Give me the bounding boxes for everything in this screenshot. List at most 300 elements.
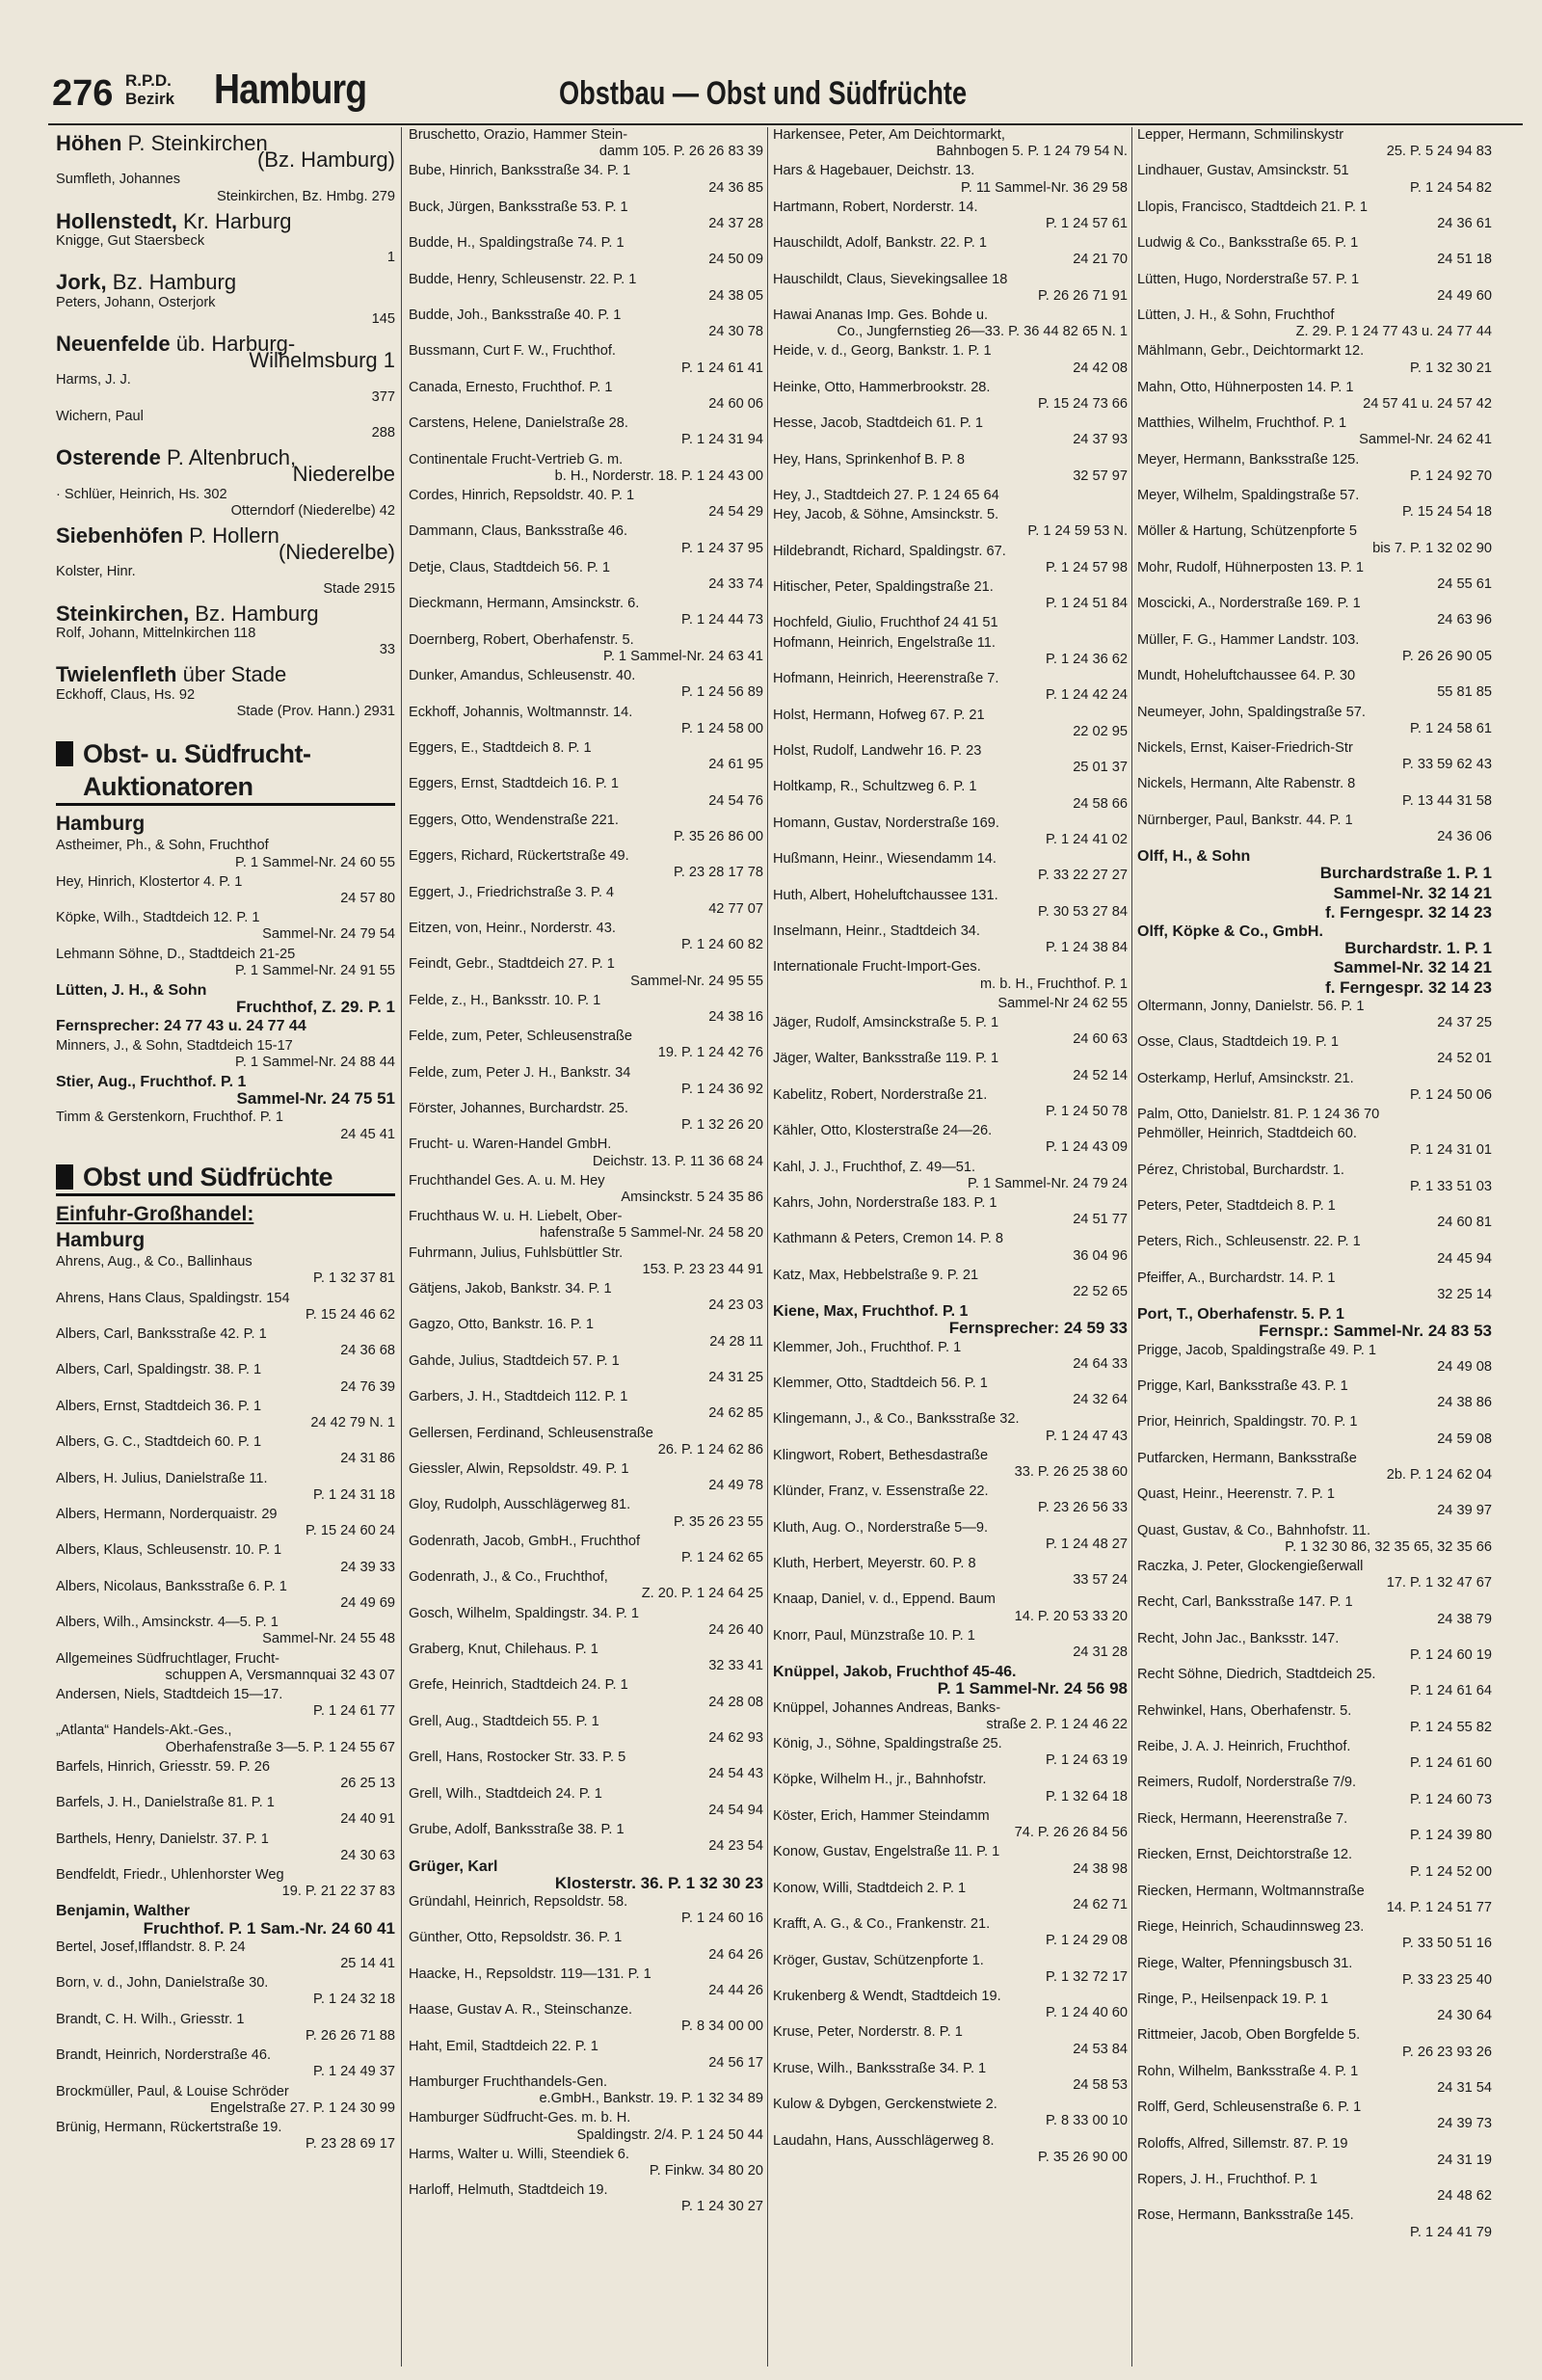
entry-detail: P. 1 24 36 92	[681, 1081, 763, 1097]
directory-entry	[409, 452, 763, 485]
entry-name: Eggert, J., Friedrichstraße 3. P. 4	[409, 884, 615, 900]
entry-name: Krukenberg & Wendt, Stadtdeich 19.	[773, 1988, 1001, 2004]
entry-name: Meyer, Wilhelm, Spaldingstraße 57.	[1137, 488, 1360, 504]
directory-entry	[773, 1376, 1128, 1408]
entry-name: Grell, Hans, Rostocker Str. 33. P. 5	[409, 1750, 626, 1766]
entry-name: König, J., Söhne, Spaldingstraße 25.	[773, 1736, 1002, 1752]
entry-name: Dammann, Claus, Banksstraße 46.	[409, 523, 628, 540]
directory-entry	[409, 1281, 763, 1314]
directory-entry	[773, 163, 1128, 196]
directory-entry	[409, 2074, 763, 2107]
place-postal: üb. Harburg-	[170, 332, 296, 357]
directory-entry	[56, 1074, 395, 1107]
entry-detail: P. 1 Sammel-Nr. 24 63 41	[602, 648, 763, 664]
entry-detail: P. 23 28 17 78	[673, 865, 763, 881]
directory-entry	[409, 560, 763, 593]
directory-entry	[773, 671, 1128, 704]
directory-entry	[1137, 705, 1492, 737]
entry-name: Fruchthandel Ges. A. u. M. Hey	[409, 1172, 605, 1189]
entry-name: Bruschetto, Orazio, Hammer Stein-	[409, 127, 628, 143]
entry-name: Grell, Aug., Stadtdeich 55. P. 1	[409, 1713, 599, 1729]
entry-name: Albers, Carl, Spaldingstr. 38. P. 1	[56, 1362, 262, 1378]
page-number: 276	[52, 73, 114, 114]
directory-entry	[409, 1353, 763, 1386]
entry-detail: P. 1 32 30 21	[1410, 360, 1492, 376]
entry-name: Hey, Hans, Sprinkenhof B. P. 8	[773, 451, 966, 468]
entry-detail: P. 1 24 40 60	[1046, 2005, 1128, 2021]
entry-detail: 24 63 96	[1437, 612, 1492, 628]
entry-detail: 32 25 14	[1437, 1287, 1492, 1302]
directory-entry	[1137, 127, 1492, 160]
entry-detail: P. 1 24 60 82	[681, 937, 763, 953]
entry-name: Harms, Walter u. Willi, Steendiek 6.	[409, 2146, 629, 2162]
entry-name: Olff, H., & Sohn	[1137, 848, 1251, 866]
directory-entry	[56, 2084, 395, 2117]
entry-name: Katz, Max, Hebbelstraße 9. P. 21	[773, 1267, 979, 1283]
place-name: Höhen	[56, 131, 122, 155]
entry-name: Timm & Gerstenkorn, Fruchthof. P. 1	[56, 1110, 284, 1126]
entry-detail: 24 28 11	[709, 1333, 763, 1350]
place-name: Osterende	[56, 445, 161, 470]
entry-detail: 377	[371, 388, 395, 405]
directory-entry	[1137, 1992, 1492, 2024]
directory-entry	[56, 1867, 395, 1900]
directory-entry	[409, 1317, 763, 1350]
entry-detail: P. 1 32 26 20	[681, 1117, 763, 1134]
heading-line-1: Obst und Südfrüchte	[83, 1162, 332, 1191]
directory-entry	[56, 2012, 395, 2045]
directory-entry	[1137, 560, 1492, 593]
place-name: Siebenhöfen	[56, 523, 184, 548]
entry-name: Inselmann, Heinr., Stadtdeich 34.	[773, 923, 980, 939]
entry-detail: 24 33 74	[708, 576, 763, 593]
entry-detail: Co., Jungfernstieg 26—33. P. 36 44 82 65 N. 1	[837, 324, 1128, 340]
entry-detail: 24 32 64	[1073, 1392, 1128, 1408]
directory-entry	[1137, 813, 1492, 845]
entry-detail: schuppen A, Versmannquai 32 43 07	[165, 1667, 395, 1683]
directory-entry	[1137, 1198, 1492, 1231]
directory-entry	[1137, 1126, 1492, 1159]
entry-name: Hildebrandt, Richard, Spaldingstr. 67.	[773, 543, 1006, 559]
directory-entry	[773, 1340, 1128, 1373]
entry-name: Pérez, Christobal, Burchardstr. 1.	[1137, 1162, 1344, 1178]
directory-entry	[409, 1786, 763, 1819]
entry-detail: P. 1 24 60 19	[1410, 1647, 1492, 1664]
entry-detail: P. 1 24 50 78	[1046, 1103, 1128, 1119]
directory-entry	[773, 1484, 1128, 1516]
auktionatoren-city: Hamburg	[56, 813, 146, 836]
directory-entry	[773, 127, 1128, 160]
directory-entry	[409, 1894, 763, 1927]
entry-name: Budde, H., Spaldingstraße 74. P. 1	[409, 235, 625, 252]
directory-entry	[773, 380, 1128, 413]
entry-name: Eggers, E., Stadtdeich 8. P. 1	[409, 739, 592, 756]
entry-name: Heide, v. d., Georg, Bankstr. 1. P. 1	[773, 343, 992, 360]
directory-entry	[409, 2182, 763, 2215]
directory-entry	[1137, 343, 1492, 376]
entry-name: Rieck, Hermann, Heerenstraße 7.	[1137, 1810, 1348, 1827]
entry-name: Nickels, Hermann, Alte Rabenstr. 8	[1137, 776, 1356, 792]
entry-name: Knüppel, Johannes Andreas, Banks-	[773, 1699, 1001, 1716]
entry-name: Andersen, Niels, Stadtdeich 15—17.	[56, 1687, 283, 1703]
entry-name: Cordes, Hinrich, Repsoldstr. 40. P. 1	[409, 488, 635, 504]
place-name: Steinkirchen,	[56, 601, 190, 626]
entry-detail: P. 1 24 63 19	[1046, 1752, 1128, 1769]
entry-name: Mählmann, Gebr., Deichtormarkt 12.	[1137, 343, 1365, 360]
entry-detail: 32 33 41	[708, 1658, 763, 1674]
entry-detail: Steinkirchen, Bz. Hmbg. 279	[217, 188, 395, 204]
entry-detail: P. 35 26 90 00	[1037, 2149, 1128, 2165]
place-postal: P. Hollern	[183, 523, 279, 548]
entry-name: Gründahl, Heinrich, Repsoldstr. 58.	[409, 1893, 628, 1910]
entry-detail: P. 1 32 64 18	[1046, 1788, 1128, 1805]
entry-name: Konow, Willi, Stadtdeich 2. P. 1	[773, 1880, 967, 1896]
entry-name: Recht, John Jac., Banksstr. 147.	[1137, 1630, 1340, 1646]
directory-entry	[1137, 740, 1492, 773]
section-marker	[56, 1164, 73, 1190]
entry-name: Hußmann, Heinr., Wiesendamm 14.	[773, 851, 997, 868]
heading-line-1: Obst- u. Südfrucht-	[83, 739, 311, 769]
entry-name: Nickels, Ernst, Kaiser-Friedrich-Str	[1137, 739, 1353, 756]
place-heading	[56, 445, 395, 487]
directory-entry	[409, 668, 763, 701]
entry-name: Förster, Johannes, Burchardstr. 25.	[409, 1100, 628, 1116]
entry-name: Brünig, Hermann, Rückertstraße 19.	[56, 2119, 282, 2135]
directory-entry	[409, 1714, 763, 1747]
entry-detail: P. 1 24 92 70	[1410, 468, 1492, 484]
entry-name: Budde, Joh., Banksstraße 40. P. 1	[409, 308, 622, 324]
directory-entry	[409, 343, 763, 376]
entry-name: Hofmann, Heinrich, Heerenstraße 7.	[773, 671, 999, 687]
place-heading	[56, 523, 395, 565]
directory-entry	[773, 1953, 1128, 1986]
directory-entry	[1137, 632, 1492, 665]
entry-name: Köster, Erich, Hammer Steindamm	[773, 1807, 990, 1824]
place-heading	[56, 131, 395, 173]
directory-entry	[773, 1123, 1128, 1156]
entry-detail: 26. P. 1 24 62 86	[657, 1441, 763, 1457]
directory-entry	[1137, 2099, 1492, 2132]
entry-name: Nürnberger, Paul, Bankstr. 44. P. 1	[1137, 812, 1353, 828]
entry-detail: Sammel-Nr 24 62 55	[997, 995, 1128, 1011]
directory-entry	[773, 1160, 1128, 1192]
column-divider	[767, 127, 768, 2367]
entry-name: Pfeiffer, A., Burchardstr. 14. P. 1	[1137, 1270, 1336, 1286]
directory-entry	[773, 579, 1128, 612]
entry-name: Bendfeldt, Friedr., Uhlenhorster Weg	[56, 1867, 284, 1884]
entry-name: Quast, Gustav, & Co., Bahnhofstr. 11.	[1137, 1522, 1370, 1538]
directory-entry	[1137, 2207, 1492, 2240]
entry-detail: 1	[386, 250, 395, 266]
entry-name: Garbers, J. H., Stadtdeich 112. P. 1	[409, 1389, 628, 1405]
directory-entry	[773, 488, 1128, 504]
entry-detail: P. 1 24 57 61	[1046, 216, 1128, 232]
entry-name: Knigge, Gut Staersbeck	[56, 233, 205, 250]
entry-detail: P. 33 23 25 40	[1401, 1971, 1492, 1988]
einfuhr-city: Hamburg	[56, 1228, 146, 1251]
directory-entry	[1137, 1667, 1492, 1699]
directory-entry	[773, 816, 1128, 848]
entry-detail: 24 52 01	[1437, 1051, 1492, 1067]
entry-name: Kiene, Max, Fruchthof. P. 1	[773, 1303, 969, 1321]
place-postal: P. Steinkirchen	[121, 131, 268, 155]
entry-name: Palm, Otto, Danielstr. 81. P. 1 24 36 70	[1137, 1106, 1380, 1122]
directory-entry	[773, 415, 1128, 448]
entry-detail: Sammel-Nr. 24 62 41	[1359, 432, 1492, 448]
entry-detail: 24 31 86	[340, 1451, 395, 1467]
entry-detail: 24 61 95	[708, 757, 763, 773]
entry-name: Albers, H. Julius, Danielstraße 11.	[56, 1470, 268, 1486]
column-1	[56, 127, 395, 2367]
entry-name: Peters, Johann, Osterjork	[56, 294, 216, 310]
directory-entry	[409, 2002, 763, 2035]
directory-entry	[1137, 1884, 1492, 1916]
directory-entry	[1137, 523, 1492, 556]
entry-name: Born, v. d., John, Danielstraße 30.	[56, 1975, 269, 1992]
column-3	[773, 127, 1128, 2367]
directory-entry	[409, 415, 763, 448]
directory-entry	[409, 200, 763, 232]
entry-detail: Sammel-Nr. 32 14 21	[1333, 883, 1492, 902]
bezirk-text: Bezirk	[125, 90, 175, 108]
directory-entry	[773, 1556, 1128, 1589]
entry-name: Reibe, J. A. J. Heinrich, Fruchthof.	[1137, 1739, 1351, 1755]
directory-entry	[409, 993, 763, 1026]
entry-name: Rolf, Johann, Mittelnkirchen 118	[56, 626, 256, 642]
directory-entry	[56, 372, 395, 405]
place-name: Hollenstedt,	[56, 208, 177, 233]
entry-detail: 24 57 41 u. 24 57 42	[1363, 396, 1492, 413]
entry-detail: P. 1 24 62 65	[681, 1550, 763, 1566]
entry-name: Matthies, Wilhelm, Fruchthof. P. 1	[1137, 415, 1347, 432]
directory-entry	[1137, 1775, 1492, 1807]
directory-entry	[1137, 200, 1492, 232]
entry-detail: P. 1 24 29 08	[1046, 1933, 1128, 1949]
directory-entry	[56, 409, 395, 441]
directory-entry	[409, 1930, 763, 1963]
auktionatoren-list	[56, 838, 395, 1142]
entry-detail: 24 39 73	[1437, 2116, 1492, 2132]
entry-detail: 24 54 94	[708, 1802, 763, 1818]
entry-detail: 24 26 40	[708, 1621, 763, 1638]
entry-detail: 19. P. 1 24 42 76	[657, 1045, 763, 1061]
entry-detail: 24 52 14	[1073, 1067, 1128, 1083]
entry-detail: P. 1 24 56 89	[681, 684, 763, 701]
directory-entry	[56, 687, 395, 720]
entry-name: Recht Söhne, Diedrich, Stadtdeich 25.	[1137, 1667, 1376, 1683]
entry-detail: Fernspr.: Sammel-Nr. 24 83 53	[1259, 1322, 1492, 1341]
directory-entry	[409, 1569, 763, 1602]
entry-detail: Otterndorf (Niederelbe) 42	[230, 502, 395, 519]
entry-detail: P. 1 24 32 18	[313, 1992, 395, 2008]
entry-name: Neumeyer, John, Spaldingstraße 57.	[1137, 704, 1366, 720]
entry-detail: 24 49 08	[1437, 1358, 1492, 1375]
directory-entry	[409, 1461, 763, 1494]
entry-name: Riecken, Ernst, Deichtorstraße 12.	[1137, 1847, 1353, 1863]
entry-detail: bis 7. P. 1 32 02 90	[1372, 540, 1492, 556]
directory-entry	[409, 1101, 763, 1134]
entry-name: Eitzen, von, Heinr., Norderstr. 43.	[409, 920, 616, 936]
entry-name: Hitischer, Peter, Spaldingstraße 21.	[773, 579, 994, 596]
directory-entry	[773, 1881, 1128, 1913]
entry-detail: P. 1 33 51 03	[1410, 1178, 1492, 1194]
entry-detail: Fruchthof. P. 1 Sam.-Nr. 24 60 41	[143, 1918, 395, 1938]
directory-entry	[1137, 452, 1492, 485]
entry-detail: P. 1 24 38 84	[1046, 940, 1128, 956]
place-line	[56, 270, 395, 295]
auktionatoren-heading	[56, 737, 395, 806]
entry-name: Eckhoff, Claus, Hs. 92	[56, 686, 196, 703]
directory-entry	[56, 910, 395, 943]
entry-name: Ringe, P., Heilsenpack 19. P. 1	[1137, 1991, 1329, 2007]
directory-entry	[1137, 1594, 1492, 1627]
entry-detail: 24 36 06	[1437, 828, 1492, 844]
directory-entry	[1137, 923, 1492, 956]
entry-name: Putfarcken, Hermann, Banksstraße	[1137, 1450, 1357, 1466]
directory-entry	[409, 1534, 763, 1566]
entry-name: Albers, Nicolaus, Banksstraße 6. P. 1	[56, 1578, 287, 1594]
entry-detail: 24 44 26	[708, 1982, 763, 1998]
entry-detail: P. 35 26 86 00	[673, 828, 763, 844]
entry-name: Gätjens, Jakob, Bankstr. 34. P. 1	[409, 1281, 612, 1297]
entry-name: Astheimer, Ph., & Sohn, Fruchthof	[56, 838, 269, 854]
entry-detail: 145	[371, 310, 395, 327]
directory-entry	[56, 1434, 395, 1467]
entry-name: Albers, Wilh., Amsinckstr. 4—5. P. 1	[56, 1615, 279, 1631]
entry-name: Continentale Frucht-Vertrieb G. m.	[409, 451, 624, 468]
entry-detail: P. 1 24 41 02	[1046, 831, 1128, 847]
entry-detail: Sammel-Nr. 24 75 51	[236, 1089, 395, 1109]
entry-detail: 24 60 81	[1437, 1215, 1492, 1231]
entry-name: Eggers, Otto, Wendenstraße 221.	[409, 812, 619, 828]
entry-name: Köpke, Wilhelm H., jr., Bahnhofstr.	[773, 1772, 987, 1788]
directory-entry	[56, 1832, 395, 1864]
entry-detail: 24 51 18	[1437, 252, 1492, 268]
directory-entry	[773, 1916, 1128, 1949]
entry-name: Harkensee, Peter, Am Deichtormarkt,	[773, 127, 1005, 143]
place-postal: über Stade	[176, 662, 287, 687]
directory-entry	[1137, 1739, 1492, 1772]
entry-detail: 24 54 29	[708, 504, 763, 521]
page-header	[48, 66, 1523, 125]
directory-entry	[56, 1507, 395, 1539]
entry-detail: 25. P. 5 24 94 83	[1386, 144, 1492, 160]
entry-name: Oltermann, Jonny, Danielstr. 56. P. 1	[1137, 998, 1365, 1014]
directory-entry	[1137, 1631, 1492, 1664]
directory-entry	[56, 1759, 395, 1792]
entry-name: Albers, Klaus, Schleusenstr. 10. P. 1	[56, 1542, 282, 1559]
entry-name: Kluth, Aug. O., Norderstraße 5—9.	[773, 1519, 989, 1536]
directory-entry	[409, 740, 763, 773]
entry-name: Lütten, J. H., & Sohn	[56, 981, 207, 999]
directory-entry	[773, 1844, 1128, 1877]
place-line	[56, 208, 395, 233]
directory-entry	[1137, 1163, 1492, 1195]
directory-entry	[773, 2133, 1128, 2166]
directory-entry	[409, 705, 763, 737]
city-title: Hamburg	[214, 66, 367, 113]
place-postal: Kr. Harburg	[176, 208, 292, 233]
entry-name: Graberg, Knut, Chilehaus. P. 1	[409, 1642, 598, 1658]
entry-detail: 288	[371, 425, 395, 441]
entry-name: Jäger, Walter, Banksstraße 119. P. 1	[773, 1051, 999, 1067]
entry-detail: 24 56 17	[708, 2054, 763, 2071]
entry-detail: 24 42 79 N. 1	[310, 1414, 395, 1431]
entry-name: Gellersen, Ferdinand, Schleusenstraße	[409, 1425, 653, 1441]
directory-entry	[1137, 415, 1492, 448]
entry-name: Peters, Rich., Schleusenstr. 22. P. 1	[1137, 1234, 1361, 1250]
directory-entry	[1137, 1703, 1492, 1736]
entry-name: Jäger, Rudolf, Amsinckstraße 5. P. 1	[773, 1014, 999, 1030]
place-heading	[56, 332, 395, 373]
entry-detail: 33	[379, 642, 395, 658]
entry-name: Harms, J. J.	[56, 372, 131, 388]
entry-detail: Oberhafenstraße 3—5. P. 1 24 55 67	[165, 1739, 395, 1755]
entry-name: Kathmann & Peters, Cremon 14. P. 8	[773, 1231, 1004, 1247]
entry-detail: 24 54 43	[708, 1766, 763, 1782]
entry-detail: 17. P. 1 32 47 67	[1386, 1575, 1492, 1591]
entry-detail: P. 23 28 69 17	[305, 2136, 395, 2153]
entry-name: Bube, Hinrich, Banksstraße 34. P. 1	[409, 163, 631, 179]
entry-name: Kabelitz, Robert, Norderstraße 21.	[773, 1086, 988, 1103]
entry-detail: P. 1 24 44 73	[681, 612, 763, 628]
directory-entry	[409, 1137, 763, 1169]
directory-entry	[1137, 848, 1492, 881]
entry-detail: P. 1 24 52 00	[1410, 1863, 1492, 1880]
entry-detail: 24 62 71	[1073, 1896, 1128, 1912]
place-name: Jork,	[56, 270, 107, 295]
place-heading	[56, 662, 395, 687]
directory-entry	[56, 1038, 395, 1071]
entry-detail: 42 77 07	[708, 900, 763, 917]
entry-detail: P. 13 44 31 58	[1401, 792, 1492, 809]
directory-entry	[409, 848, 763, 881]
entry-detail: 24 30 63	[340, 1847, 395, 1863]
directory-entry	[409, 1677, 763, 1710]
entry-detail: Z. 20. P. 1 24 64 25	[641, 1586, 763, 1602]
directory-entry	[773, 507, 1128, 540]
directory-entry	[56, 1542, 395, 1575]
entry-name: Detje, Claus, Stadtdeich 56. P. 1	[409, 559, 611, 575]
directory-entry	[1137, 1306, 1492, 1339]
place-heading	[56, 270, 395, 295]
entry-detail: P. 1 24 31 94	[681, 432, 763, 448]
entry-name: Huth, Albert, Hoheluftchaussee 131.	[773, 887, 998, 903]
entry-detail: 36 04 96	[1073, 1247, 1128, 1264]
entry-detail: P. 1 24 47 43	[1046, 1428, 1128, 1444]
entry-name: Holst, Hermann, Hofweg 67. P. 21	[773, 707, 985, 723]
entry-detail: 24 39 97	[1437, 1503, 1492, 1519]
place-name: Neuenfelde	[56, 332, 171, 357]
directory-entry	[773, 1268, 1128, 1300]
entry-detail: P. 35 26 23 55	[673, 1513, 763, 1530]
entry-name: Kulow & Dybgen, Gerckenstwiete 2.	[773, 2097, 997, 2113]
entry-name: Möller & Hartung, Schützenpforte 5	[1137, 523, 1357, 540]
entry-name: Gosch, Wilhelm, Spaldingstr. 34. P. 1	[409, 1605, 640, 1621]
directory-entry	[409, 1173, 763, 1206]
obst-suedfruechte-heading	[56, 1161, 395, 1196]
directory-entry	[409, 127, 763, 160]
directory-entry	[1137, 1071, 1492, 1104]
entry-name: Reimers, Rudolf, Norderstraße 7/9.	[1137, 1775, 1357, 1791]
entry-detail: 24 57 80	[340, 890, 395, 906]
place-line-2: Niederelbe	[292, 462, 395, 487]
entry-detail: 24 38 86	[1437, 1395, 1492, 1411]
entry-name: Rittmeier, Jacob, Oben Borgfelde 5.	[1137, 2027, 1361, 2044]
entry-name: Fuhrmann, Julius, Fuhlsbüttler Str.	[409, 1244, 624, 1261]
entry-name: Rehwinkel, Hans, Oberhafenstr. 5.	[1137, 1702, 1352, 1719]
directory-entry	[409, 1642, 763, 1674]
